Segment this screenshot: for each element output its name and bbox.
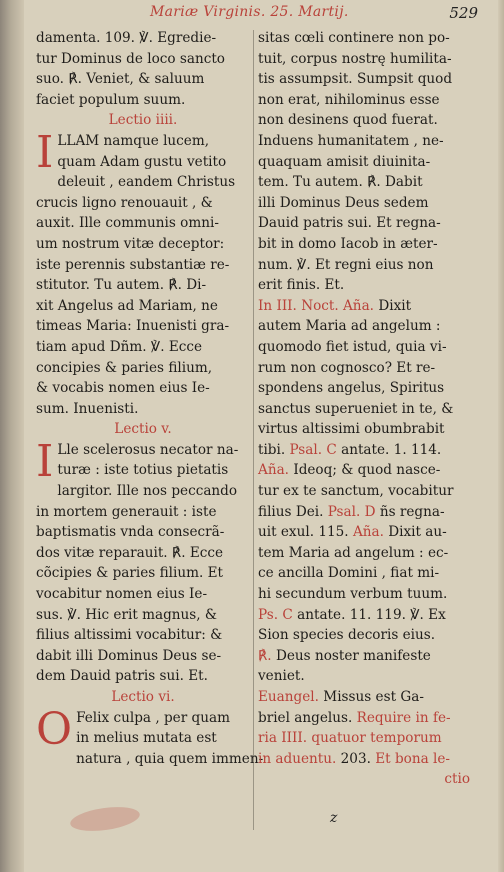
psalm-text: filius Dei. bbox=[258, 503, 328, 520]
psalm-text: antate. 1. 114. bbox=[336, 441, 442, 458]
text-line: veniet. bbox=[258, 668, 305, 685]
text-line: dabit illi Dominus Deus se- bbox=[36, 647, 222, 664]
text-line: cõcipies & paries filium. Et bbox=[36, 565, 224, 582]
text-line: ce ancilla Domini , fiat mi- bbox=[258, 565, 440, 582]
text-line: sanctus superueniet in te, & bbox=[258, 400, 454, 417]
right-column bbox=[258, 28, 470, 790]
gospel-text: briel angelus. bbox=[258, 709, 357, 726]
column-divider bbox=[253, 30, 254, 830]
text-line: illi Dominus Deus sedem bbox=[258, 194, 429, 211]
drop-capital: O bbox=[36, 703, 73, 755]
text-line: virtus altissimi obumbrabit bbox=[258, 421, 445, 438]
nocturn-label: In III. Noct. Aña. bbox=[258, 297, 374, 314]
psalm-text: tibi. bbox=[258, 441, 290, 458]
gospel-rubric-line: ctio bbox=[444, 771, 470, 788]
psalm-text: ñs regna- bbox=[375, 503, 445, 520]
text-line: bit in domo Iacob in æter- bbox=[258, 235, 438, 252]
antiphon-text: Ideoq; & quod nasce- bbox=[289, 462, 441, 479]
text-line: auxit. Ille communis omni- bbox=[36, 215, 219, 232]
text-line: dos vitæ reparauit. ℟. Ecce bbox=[36, 544, 224, 561]
psalm-text: antate. 11. 119. ℣. Ex bbox=[292, 606, 446, 623]
text-line: quaquam amisit diuinita- bbox=[258, 153, 431, 170]
antiphon-line bbox=[258, 522, 470, 543]
text-line: erit finis. Et. bbox=[258, 277, 345, 294]
text-line: non erat, nihilominus esse bbox=[258, 91, 440, 108]
antiphon-line bbox=[258, 460, 470, 481]
text-line: Dauid patris sui. Et regna- bbox=[258, 215, 441, 232]
lectio-5-block bbox=[36, 435, 250, 687]
text-line: tur ex te sanctum, vocabitur bbox=[258, 483, 454, 500]
binding-gutter bbox=[0, 0, 24, 872]
text-line: vocabitur nomen eius Ie- bbox=[36, 586, 208, 603]
responsory-text: Deus noster manifeste bbox=[271, 647, 431, 664]
text-line: sitas cœli continere non po- bbox=[258, 30, 450, 46]
antiphon-rubric: Aña. bbox=[258, 462, 289, 479]
gospel-rubric: in aduentu. bbox=[258, 750, 337, 767]
psalm-line bbox=[258, 605, 470, 626]
psalm-line bbox=[258, 502, 470, 523]
text-line: damenta. 109. ℣. Egredie- bbox=[36, 30, 217, 46]
text-line: tis assumpsit. Sumpsit quod bbox=[258, 71, 453, 88]
lectio-4-heading: Lectio iiii. bbox=[108, 112, 178, 129]
running-head: Mariæ Virginis. 25. Martij. bbox=[150, 4, 349, 20]
text-line: spondens angelus, Spiritus bbox=[258, 380, 445, 397]
text-line: tem. Tu autem. ℟. Dabit bbox=[258, 174, 423, 191]
gospel-rubric: Euangel. bbox=[258, 689, 319, 705]
text-line: quomodo fiet istud, quia vi- bbox=[258, 338, 447, 355]
text-line: filius altissimi vocabitur: & bbox=[36, 627, 223, 644]
text-line: rum non cognosco? Et re- bbox=[258, 359, 436, 376]
nocturn-text: Dixit bbox=[374, 297, 412, 314]
responsory-rubric: ℟. bbox=[258, 647, 272, 664]
gospel-line bbox=[258, 687, 470, 708]
text-line: largitor. Ille nos peccando bbox=[57, 483, 238, 500]
gospel-line bbox=[258, 749, 470, 770]
text-line: crucis ligno renouauit , & bbox=[36, 194, 213, 211]
lectio-6-heading: Lectio vi. bbox=[111, 689, 175, 705]
gospel-text: Missus est Ga- bbox=[318, 689, 424, 705]
lectio-4-block bbox=[36, 126, 250, 419]
text-line: dem Dauid patris sui. Et. bbox=[36, 668, 208, 685]
text-line: Sion species decoris eius. bbox=[258, 627, 436, 644]
text-line: stitutor. Tu autem. ℟. Di- bbox=[36, 277, 207, 294]
text-line: hi secundum verbum tuum. bbox=[258, 586, 448, 603]
text-line: faciet populum suum. bbox=[36, 91, 186, 108]
red-stain bbox=[69, 803, 141, 835]
psalm-rubric: Psal. C bbox=[289, 441, 337, 458]
text-line: suo. ℟. Veniet, & saluum bbox=[36, 71, 205, 88]
text-line: baptismatis vnda consecrã- bbox=[36, 524, 225, 541]
psalm-line bbox=[258, 440, 470, 461]
text-line: in melius mutata est bbox=[76, 730, 217, 747]
gospel-text: 203. bbox=[336, 750, 376, 767]
gospel-rubric: Require in fe- bbox=[356, 709, 451, 726]
text-line: um nostrum vitæ deceptor: bbox=[36, 235, 225, 252]
drop-capital: I bbox=[36, 435, 54, 487]
gospel-rubric-line: ria IIII. quatuor temporum bbox=[258, 730, 442, 747]
page-header bbox=[30, 2, 500, 28]
text-line: Lle scelerosus necator na- bbox=[57, 441, 239, 458]
left-column bbox=[36, 28, 264, 769]
text-line: natura , quia quem immen- bbox=[76, 750, 264, 767]
gospel-line bbox=[258, 708, 470, 729]
gospel-rubric: Et bona le- bbox=[375, 750, 451, 767]
text-line: concipies & paries filium, bbox=[36, 359, 213, 376]
text-line: in mortem generauit : iste bbox=[36, 503, 217, 520]
text-line: turæ : iste totius pietatis bbox=[57, 462, 229, 479]
text-line: autem Maria ad angelum : bbox=[258, 318, 441, 335]
text-line: iste perennis substantiæ re- bbox=[36, 256, 230, 273]
lectio-5-heading: Lectio v. bbox=[114, 421, 172, 438]
psalm-rubric: Psal. D bbox=[327, 503, 376, 520]
lectio-6-block bbox=[36, 703, 264, 770]
text-line: non desinens quod fuerat. bbox=[258, 112, 438, 129]
text-line: quam Adam gustu vetito bbox=[57, 153, 227, 170]
page-number: 529 bbox=[449, 4, 478, 22]
text-line: xit Angelus ad Mariam, ne bbox=[36, 297, 218, 314]
text-line: tuit, corpus nostrę humilita- bbox=[258, 50, 452, 67]
nocturn-line bbox=[258, 296, 470, 317]
text-line: tiam apud Dñm. ℣. Ecce bbox=[36, 338, 203, 355]
antiphon-rubric: Aña. bbox=[352, 524, 384, 541]
text-line: Induens humanitatem , ne- bbox=[258, 132, 444, 149]
signature-mark: z bbox=[330, 810, 338, 826]
page-edge bbox=[498, 0, 504, 872]
responsory-line bbox=[258, 646, 470, 667]
text-line: LLAM namque lucem, bbox=[57, 132, 210, 149]
text-line: tur Dominus de loco sancto bbox=[36, 50, 225, 67]
text-line: tem Maria ad angelum : ec- bbox=[258, 544, 449, 561]
antiphon-text: uit exul. 115. bbox=[258, 524, 353, 541]
text-line: sus. ℣. Hic erit magnus, & bbox=[36, 606, 218, 623]
drop-capital: I bbox=[36, 126, 54, 178]
psalm-rubric: Ps. C bbox=[258, 606, 293, 623]
antiphon-text: Dixit au- bbox=[383, 524, 447, 541]
text-line: sum. Inuenisti. bbox=[36, 400, 139, 417]
text-line: timeas Maria: Inuenisti gra- bbox=[36, 318, 230, 335]
text-line: Felix culpa , per quam bbox=[76, 709, 230, 726]
text-line: deleuit , eandem Christus bbox=[57, 174, 236, 191]
text-line: num. ℣. Et regni eius non bbox=[258, 256, 434, 273]
text-line: & vocabis nomen eius Ie- bbox=[36, 380, 210, 397]
